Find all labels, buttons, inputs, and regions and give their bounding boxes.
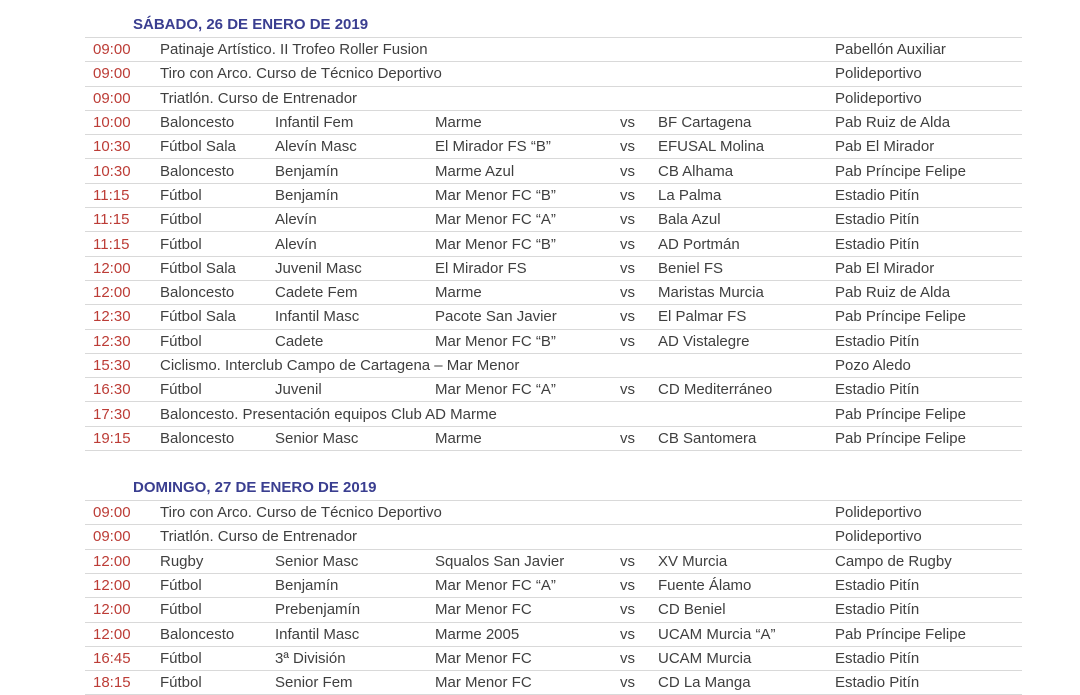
time-cell: 16:45 xyxy=(93,649,131,667)
vs-label: vs xyxy=(620,284,635,302)
vs-label: vs xyxy=(620,625,635,643)
time-cell: 16:30 xyxy=(93,381,131,399)
venue-cell: Estadio Pitín xyxy=(835,381,920,399)
sport-cell: Fútbol Sala xyxy=(160,138,236,156)
sport-cell: Fútbol xyxy=(160,674,202,692)
category-cell: Alevín Masc xyxy=(275,138,357,156)
team-cell: Mar Menor FC “A” xyxy=(435,381,556,399)
schedule-row xyxy=(85,232,1022,256)
opponent-cell: UCAM Murcia xyxy=(658,649,752,667)
time-cell: 12:00 xyxy=(93,625,131,643)
venue-cell: Pab Príncipe Felipe xyxy=(835,405,966,423)
venue-cell: Pabellón Auxiliar xyxy=(835,41,946,59)
team-cell: Marme xyxy=(435,284,482,302)
sport-cell: Fútbol xyxy=(160,649,202,667)
category-cell: Prebenjamín xyxy=(275,601,361,619)
team-cell: Marme Azul xyxy=(435,162,515,180)
event-cell: Patinaje Artístico. II Trofeo Roller Fusion xyxy=(160,41,428,59)
venue-cell: Campo de Rugby xyxy=(835,552,952,570)
time-cell: 09:00 xyxy=(93,89,131,107)
sport-cell: Fútbol xyxy=(160,186,202,204)
opponent-cell: CD Beniel xyxy=(658,601,726,619)
schedule-row xyxy=(85,87,1022,111)
schedule-row xyxy=(85,281,1022,305)
opponent-cell: Beniel FS xyxy=(658,259,724,277)
schedule-row xyxy=(85,574,1022,598)
sport-cell: Fútbol Sala xyxy=(160,259,236,277)
event-cell: Ciclismo. Interclub Campo de Cartagena – Mar Menor xyxy=(160,357,520,374)
category-cell: Alevín xyxy=(275,211,317,229)
day-section xyxy=(85,12,1022,451)
event-cell: Triatlón. Curso de Entrenador xyxy=(160,89,358,107)
sport-cell: Baloncesto xyxy=(160,114,235,132)
opponent-cell: BF Cartagena xyxy=(658,114,752,132)
time-cell: 09:00 xyxy=(93,41,131,59)
day-rows xyxy=(85,38,1022,451)
team-cell: Squalos San Javier xyxy=(435,552,565,570)
schedule-row xyxy=(85,501,1022,525)
category-cell: Infantil Fem xyxy=(275,114,354,132)
schedule-row xyxy=(85,305,1022,329)
opponent-cell: El Palmar FS xyxy=(658,308,747,326)
opponent-cell: UCAM Murcia “A” xyxy=(658,625,776,643)
category-cell: Infantil Masc xyxy=(275,625,360,643)
opponent-cell: La Palma xyxy=(658,186,722,204)
opponent-cell: CD La Manga xyxy=(658,674,751,692)
team-cell: Mar Menor FC “B” xyxy=(435,186,556,204)
opponent-cell: Maristas Murcia xyxy=(658,284,764,302)
team-cell: El Mirador FS xyxy=(435,259,527,277)
vs-label: vs xyxy=(620,114,635,132)
category-cell: Infantil Masc xyxy=(275,308,360,326)
sport-cell: Fútbol xyxy=(160,577,202,595)
sports-agenda-page xyxy=(85,12,1022,695)
vs-label: vs xyxy=(620,674,635,692)
sport-cell: Baloncesto xyxy=(160,625,235,643)
team-cell: Mar Menor FC “A” xyxy=(435,211,556,229)
vs-label: vs xyxy=(620,649,635,667)
time-cell: 10:30 xyxy=(93,138,131,156)
venue-cell: Polideportivo xyxy=(835,528,922,546)
category-cell: Benjamín xyxy=(275,162,339,180)
venue-cell: Polideportivo xyxy=(835,89,922,107)
time-cell: 09:00 xyxy=(93,504,131,522)
time-cell: 12:00 xyxy=(93,552,131,570)
time-cell: 12:00 xyxy=(93,601,131,619)
venue-cell: Pab Príncipe Felipe xyxy=(835,429,966,447)
venue-cell: Pab Ruiz de Alda xyxy=(835,114,951,132)
venue-cell: Estadio Pitín xyxy=(835,674,920,692)
vs-label: vs xyxy=(620,577,635,595)
time-cell: 10:00 xyxy=(93,114,131,132)
schedule-row xyxy=(85,598,1022,622)
team-cell: Marme xyxy=(435,114,482,132)
schedule-row xyxy=(85,402,1022,426)
vs-label: vs xyxy=(620,308,635,326)
schedule-row xyxy=(85,647,1022,671)
vs-label: vs xyxy=(620,601,635,619)
day-rows xyxy=(85,501,1022,695)
venue-cell: Polideportivo xyxy=(835,65,922,83)
time-cell: 09:00 xyxy=(93,528,131,546)
category-cell: Benjamín xyxy=(275,577,339,595)
category-cell: Senior Fem xyxy=(275,674,353,692)
opponent-cell: AD Portmán xyxy=(658,235,740,253)
time-cell: 12:00 xyxy=(93,577,131,595)
time-cell: 11:15 xyxy=(93,211,130,229)
team-cell: Mar Menor FC “B” xyxy=(435,235,556,253)
schedule-row xyxy=(85,159,1022,183)
schedule-row xyxy=(85,184,1022,208)
category-cell: Senior Masc xyxy=(275,552,359,570)
venue-cell: Estadio Pitín xyxy=(835,332,920,350)
time-cell: 12:00 xyxy=(93,259,131,277)
vs-label: vs xyxy=(620,429,635,447)
team-cell: Mar Menor FC xyxy=(435,649,532,667)
time-cell: 12:00 xyxy=(93,284,131,302)
time-cell: 17:30 xyxy=(93,405,131,423)
opponent-cell: Fuente Álamo xyxy=(658,577,752,595)
time-cell: 09:00 xyxy=(93,65,131,83)
category-cell: Juvenil Masc xyxy=(275,259,362,277)
vs-label: vs xyxy=(620,138,635,156)
schedule-row xyxy=(85,257,1022,281)
time-cell: 18:15 xyxy=(93,674,131,692)
schedule-row xyxy=(85,208,1022,232)
schedule-row xyxy=(85,525,1022,549)
vs-label: vs xyxy=(620,211,635,229)
team-cell: Marme 2005 xyxy=(435,625,520,643)
opponent-cell: EFUSAL Molina xyxy=(658,138,765,156)
time-cell: 15:30 xyxy=(93,357,131,374)
venue-cell: Estadio Pitín xyxy=(835,235,920,253)
sport-cell: Baloncesto xyxy=(160,284,235,302)
schedule-row xyxy=(85,427,1022,451)
category-cell: Senior Masc xyxy=(275,429,359,447)
vs-label: vs xyxy=(620,235,635,253)
category-cell: Benjamín xyxy=(275,186,339,204)
time-cell: 11:15 xyxy=(93,235,130,253)
opponent-cell: CB Alhama xyxy=(658,162,734,180)
venue-cell: Pab El Mirador xyxy=(835,138,935,156)
day-section xyxy=(85,475,1022,695)
venue-cell: Polideportivo xyxy=(835,504,922,522)
venue-cell: Estadio Pitín xyxy=(835,211,920,229)
opponent-cell: AD Vistalegre xyxy=(658,332,750,350)
schedule-row xyxy=(85,330,1022,354)
category-cell: Cadete xyxy=(275,332,324,350)
venue-cell: Pab Ruiz de Alda xyxy=(835,284,951,302)
team-cell: Mar Menor FC xyxy=(435,674,532,692)
team-cell: Mar Menor FC “B” xyxy=(435,332,556,350)
schedule-row xyxy=(85,378,1022,402)
opponent-cell: Bala Azul xyxy=(658,211,721,229)
schedule-row xyxy=(85,62,1022,86)
time-cell: 12:30 xyxy=(93,332,131,350)
venue-cell: Pab El Mirador xyxy=(835,259,935,277)
time-cell: 12:30 xyxy=(93,308,131,326)
event-cell: Tiro con Arco. Curso de Técnico Deportivo xyxy=(160,504,442,522)
day-header: DOMINGO, 27 DE ENERO DE 2019 xyxy=(85,475,1022,501)
sport-cell: Fútbol Sala xyxy=(160,308,236,326)
venue-cell: Pab Príncipe Felipe xyxy=(835,162,966,180)
team-cell: El Mirador FS “B” xyxy=(435,138,551,156)
event-cell: Baloncesto. Presentación equipos Club AD Marme xyxy=(160,405,497,423)
category-cell: Alevín xyxy=(275,235,317,253)
team-cell: Marme xyxy=(435,429,482,447)
vs-label: vs xyxy=(620,162,635,180)
time-cell: 19:15 xyxy=(93,429,131,447)
vs-label: vs xyxy=(620,259,635,277)
venue-cell: Pozo Aledo xyxy=(835,357,911,374)
time-cell: 11:15 xyxy=(93,186,130,204)
venue-cell: Pab Príncipe Felipe xyxy=(835,625,966,643)
schedule-row xyxy=(85,550,1022,574)
vs-label: vs xyxy=(620,332,635,350)
venue-cell: Estadio Pitín xyxy=(835,601,920,619)
category-cell: 3ª División xyxy=(275,649,346,667)
vs-label: vs xyxy=(620,552,635,570)
sport-cell: Baloncesto xyxy=(160,162,235,180)
venue-cell: Estadio Pitín xyxy=(835,577,920,595)
event-cell: Tiro con Arco. Curso de Técnico Deportivo xyxy=(160,65,442,83)
venue-cell: Pab Príncipe Felipe xyxy=(835,308,966,326)
team-cell: Pacote San Javier xyxy=(435,308,557,326)
category-cell: Cadete Fem xyxy=(275,284,358,302)
venue-cell: Estadio Pitín xyxy=(835,186,920,204)
opponent-cell: CB Santomera xyxy=(658,429,757,447)
opponent-cell: XV Murcia xyxy=(658,552,728,570)
sport-cell: Fútbol xyxy=(160,211,202,229)
event-cell: Triatlón. Curso de Entrenador xyxy=(160,528,358,546)
schedule-row xyxy=(85,623,1022,647)
vs-label: vs xyxy=(620,186,635,204)
category-cell: Juvenil xyxy=(275,381,322,399)
sport-cell: Rugby xyxy=(160,552,204,570)
team-cell: Mar Menor FC xyxy=(435,601,532,619)
schedule-row xyxy=(85,38,1022,62)
schedule-row xyxy=(85,111,1022,135)
schedule-row xyxy=(85,354,1022,378)
sport-cell: Fútbol xyxy=(160,332,202,350)
vs-label: vs xyxy=(620,381,635,399)
sport-cell: Baloncesto xyxy=(160,429,235,447)
schedule-row xyxy=(85,135,1022,159)
sport-cell: Fútbol xyxy=(160,235,202,253)
time-cell: 10:30 xyxy=(93,162,131,180)
team-cell: Mar Menor FC “A” xyxy=(435,577,556,595)
venue-cell: Estadio Pitín xyxy=(835,649,920,667)
day-header: SÁBADO, 26 DE ENERO DE 2019 xyxy=(85,12,1022,38)
sport-cell: Fútbol xyxy=(160,601,202,619)
sport-cell: Fútbol xyxy=(160,381,202,399)
opponent-cell: CD Mediterráneo xyxy=(658,381,773,399)
